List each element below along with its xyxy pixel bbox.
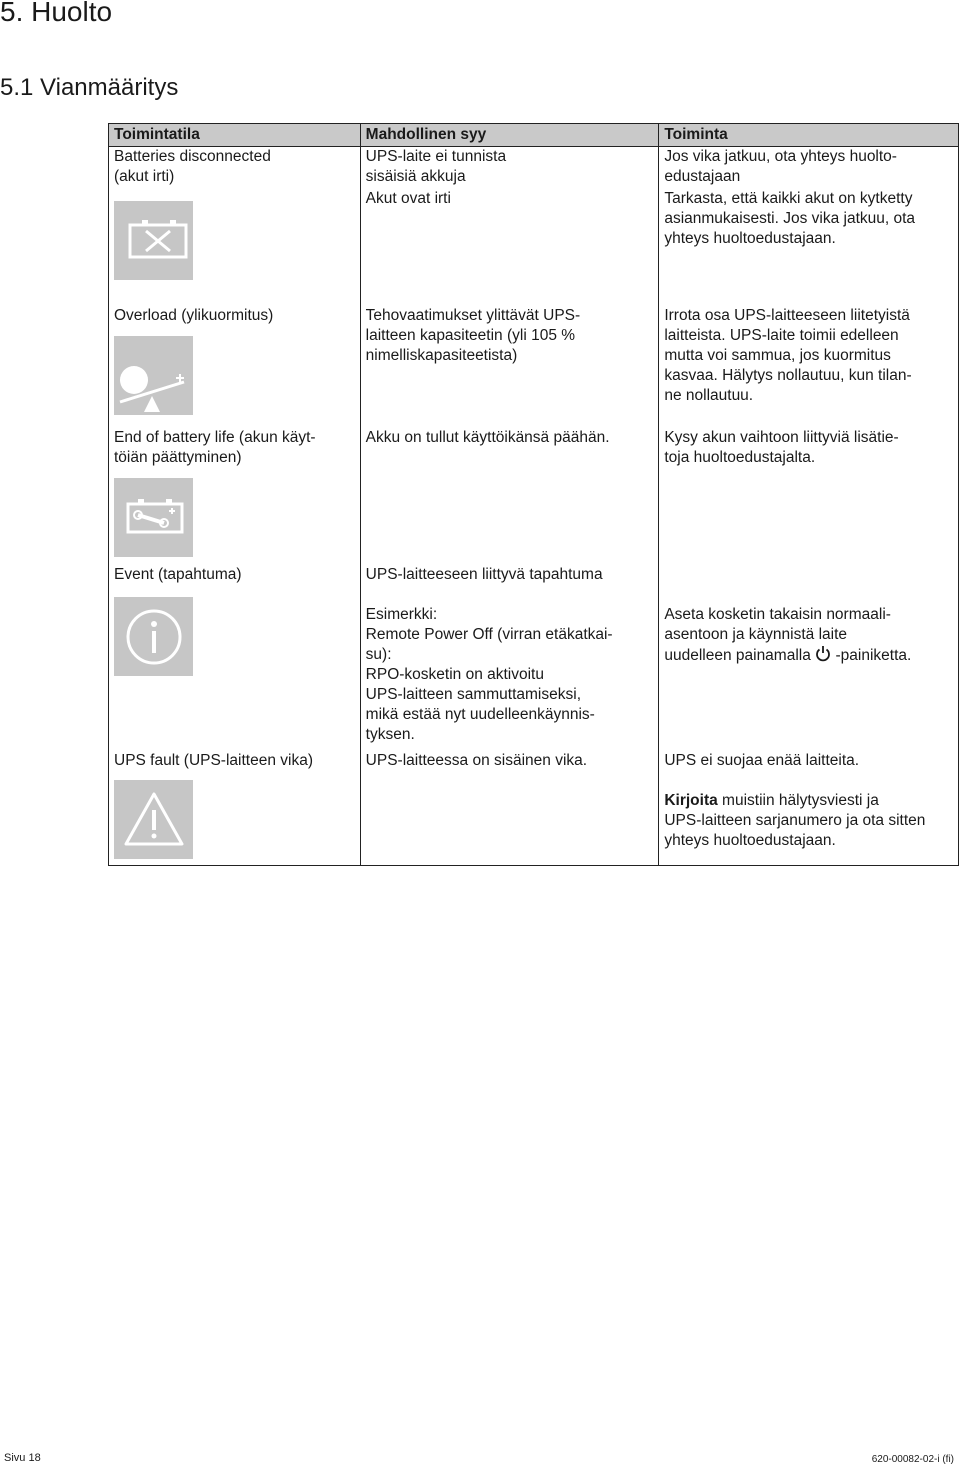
battery-service-icon: [114, 478, 193, 557]
action-event-text: Aseta kosketin takaisin normaali- asentoon ja käynnistä laite uudelleen painamalla: [664, 606, 891, 664]
cause-batteries-1: UPS-laite ei tunnista sisäisiä akkuja: [360, 147, 659, 190]
info-icon: [114, 597, 193, 676]
footer-page-number: Sivu 18: [4, 1452, 41, 1464]
action-overload: Irrota osa UPS-laitteeseen liitetyistä laitteista. UPS-laite toimii edelleen mutta voi sammua, jos kuormitus kasvaa. Hälytys nollautuu, kun tilan- ne nollautuu.: [659, 306, 959, 428]
action-fault-cell: [659, 751, 959, 866]
mode-event: Event (tapahtuma): [114, 566, 242, 583]
header-action: Toiminta: [659, 124, 959, 147]
action-event-empty: [659, 565, 959, 605]
action-event: [659, 605, 959, 751]
table-row: [109, 565, 959, 605]
action-endoflife: Kysy akun vaihtoon liittyviä lisätie- toja huoltoedustajalta.: [659, 428, 959, 565]
cause-event-1: UPS-laitteeseen liittyvä tapahtuma: [360, 565, 659, 605]
cause-fault: UPS-laitteessa on sisäinen vika.: [360, 751, 659, 866]
footer-doc-code: 620-00082-02-i (fi): [871, 1454, 954, 1465]
mode-cell: [109, 428, 361, 565]
mode-cell: [109, 565, 361, 751]
troubleshooting-table: [108, 123, 959, 866]
action-fault-2: [664, 791, 953, 851]
mode-cell: [109, 306, 361, 428]
action-batteries-2: Tarkasta, että kaikki akut on kytketty asianmukaisesti. Jos vika jatkuu, ota yhteys huoltoedustajaan.: [659, 189, 959, 306]
action-fault-keyword: Kirjoita: [664, 792, 718, 809]
page-heading: 5. Huolto: [0, 0, 113, 27]
mode-endoflife: End of battery life (akun käyt- töiän päättyminen): [114, 429, 316, 466]
table-row: [109, 428, 959, 565]
overload-icon: [114, 336, 193, 415]
action-fault-text: muistiin hälytysviesti ja UPS-laitteen sarjanumero ja ota sitten yhteys huoltoedustajaan.: [664, 792, 926, 849]
power-icon: [815, 645, 831, 668]
header-cause: Mahdollinen syy: [360, 124, 659, 147]
mode-batteries: Batteries disconnected (akut irti): [114, 148, 271, 185]
mode-overload: Overload (ylikuormitus): [114, 307, 274, 324]
action-event-suffix: -painiketta.: [831, 647, 912, 664]
action-batteries-1: Jos vika jatkuu, ota yhteys huolto- edustajaan: [659, 147, 959, 190]
cause-event-2: Esimerkki: Remote Power Off (virran etäkatkai- su): RPO-kosketin on aktivoitu UPS-laitteen sammuttamiseksi, mikä estää nyt uudelleenkäynnis- tyksen.: [360, 605, 659, 751]
mode-cell: [109, 751, 361, 866]
action-fault-1: UPS ei suojaa enää laitteita.: [664, 752, 860, 769]
mode-cell: [109, 147, 361, 307]
table-header-row: [109, 124, 959, 147]
table-row: [109, 306, 959, 428]
section-heading: 5.1 Vianmääritys: [0, 74, 179, 101]
header-mode: Toimintatila: [109, 124, 361, 147]
cause-overload: Tehovaatimukset ylittävät UPS- laitteen kapasiteetin (yli 105 % nimelliskapasiteetista): [360, 306, 659, 428]
cause-batteries-2: Akut ovat irti: [360, 189, 659, 306]
table-row: [109, 751, 959, 866]
cause-endoflife: Akku on tullut käyttöikänsä päähän.: [360, 428, 659, 565]
warning-icon: [114, 780, 193, 859]
battery-disconnected-icon: [114, 201, 193, 280]
mode-fault: UPS fault (UPS-laitteen vika): [114, 752, 313, 769]
table-row: [109, 147, 959, 190]
